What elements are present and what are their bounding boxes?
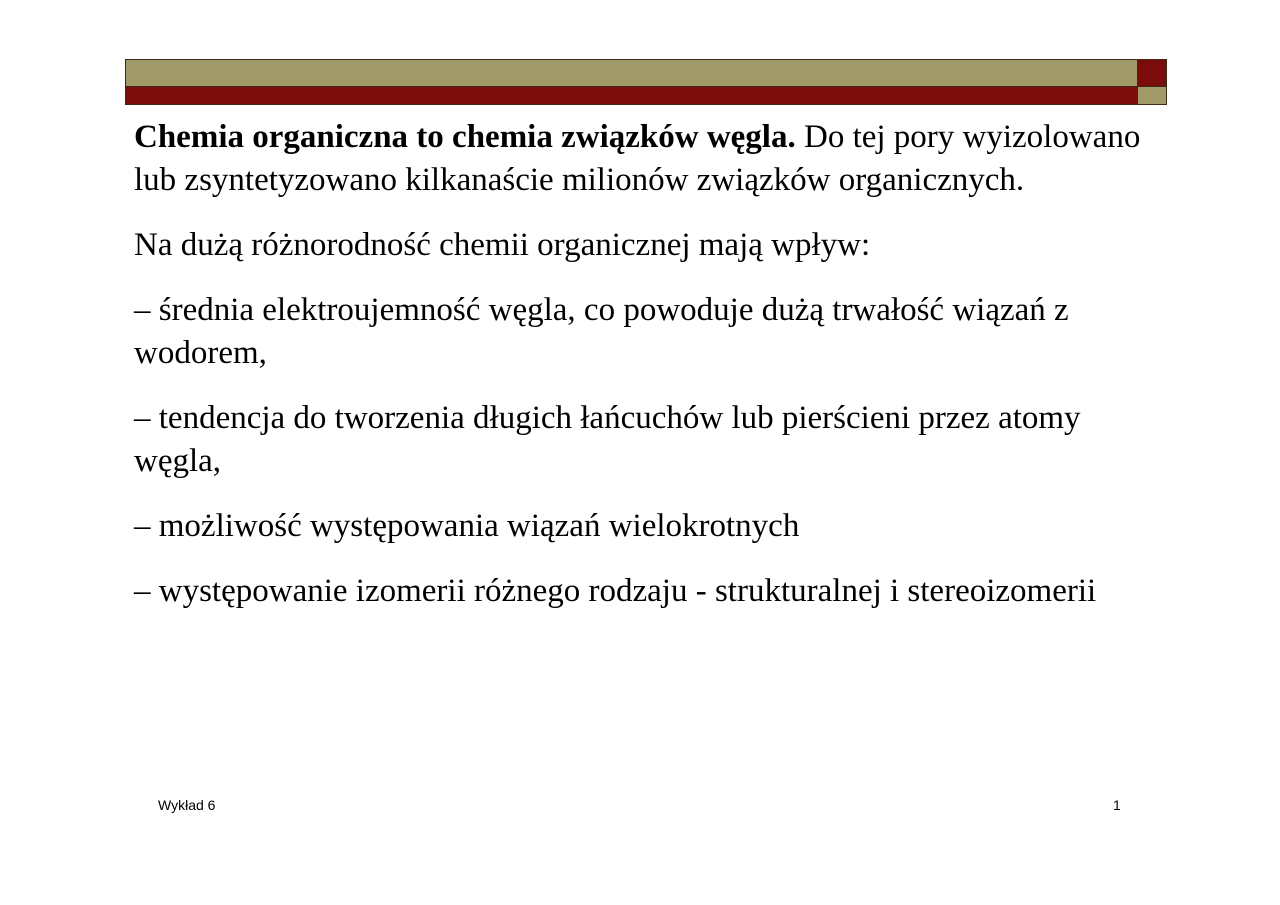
slide-content (134, 116, 1164, 635)
list-item: – średnia elektroujemność węgla, co powoduje dużą trwałość wiązań z wodorem, (134, 292, 1069, 371)
intro-paragraph (134, 116, 1164, 202)
header-bar-maroon (126, 87, 1138, 104)
header-decoration-bar (125, 59, 1167, 105)
footer-lecture-label: Wykład 6 (158, 797, 216, 813)
intro-text: Do tej pory wyizolowano lub zsyntetyzowano kilkanaście milionów związków organicznych. (134, 119, 1141, 198)
header-square-maroon (1138, 60, 1166, 87)
intro-bold-text: Chemia organiczna to chemia związków węgla. (134, 119, 796, 155)
header-bar-olive (126, 60, 1138, 87)
header-square-olive (1138, 87, 1166, 104)
list-item: – możliwość występowania wiązań wielokrotnych (134, 508, 800, 544)
page-number: 1 (1113, 797, 1121, 813)
list-item: – występowanie izomerii różnego rodzaju - strukturalnej i stereoizomerii (134, 573, 1097, 609)
lead-paragraph: Na dużą różnorodność chemii organicznej mają wpływ: (134, 227, 871, 263)
list-item: – tendencja do tworzenia długich łańcuchów lub pierścieni przez atomy węgla, (134, 400, 1081, 479)
